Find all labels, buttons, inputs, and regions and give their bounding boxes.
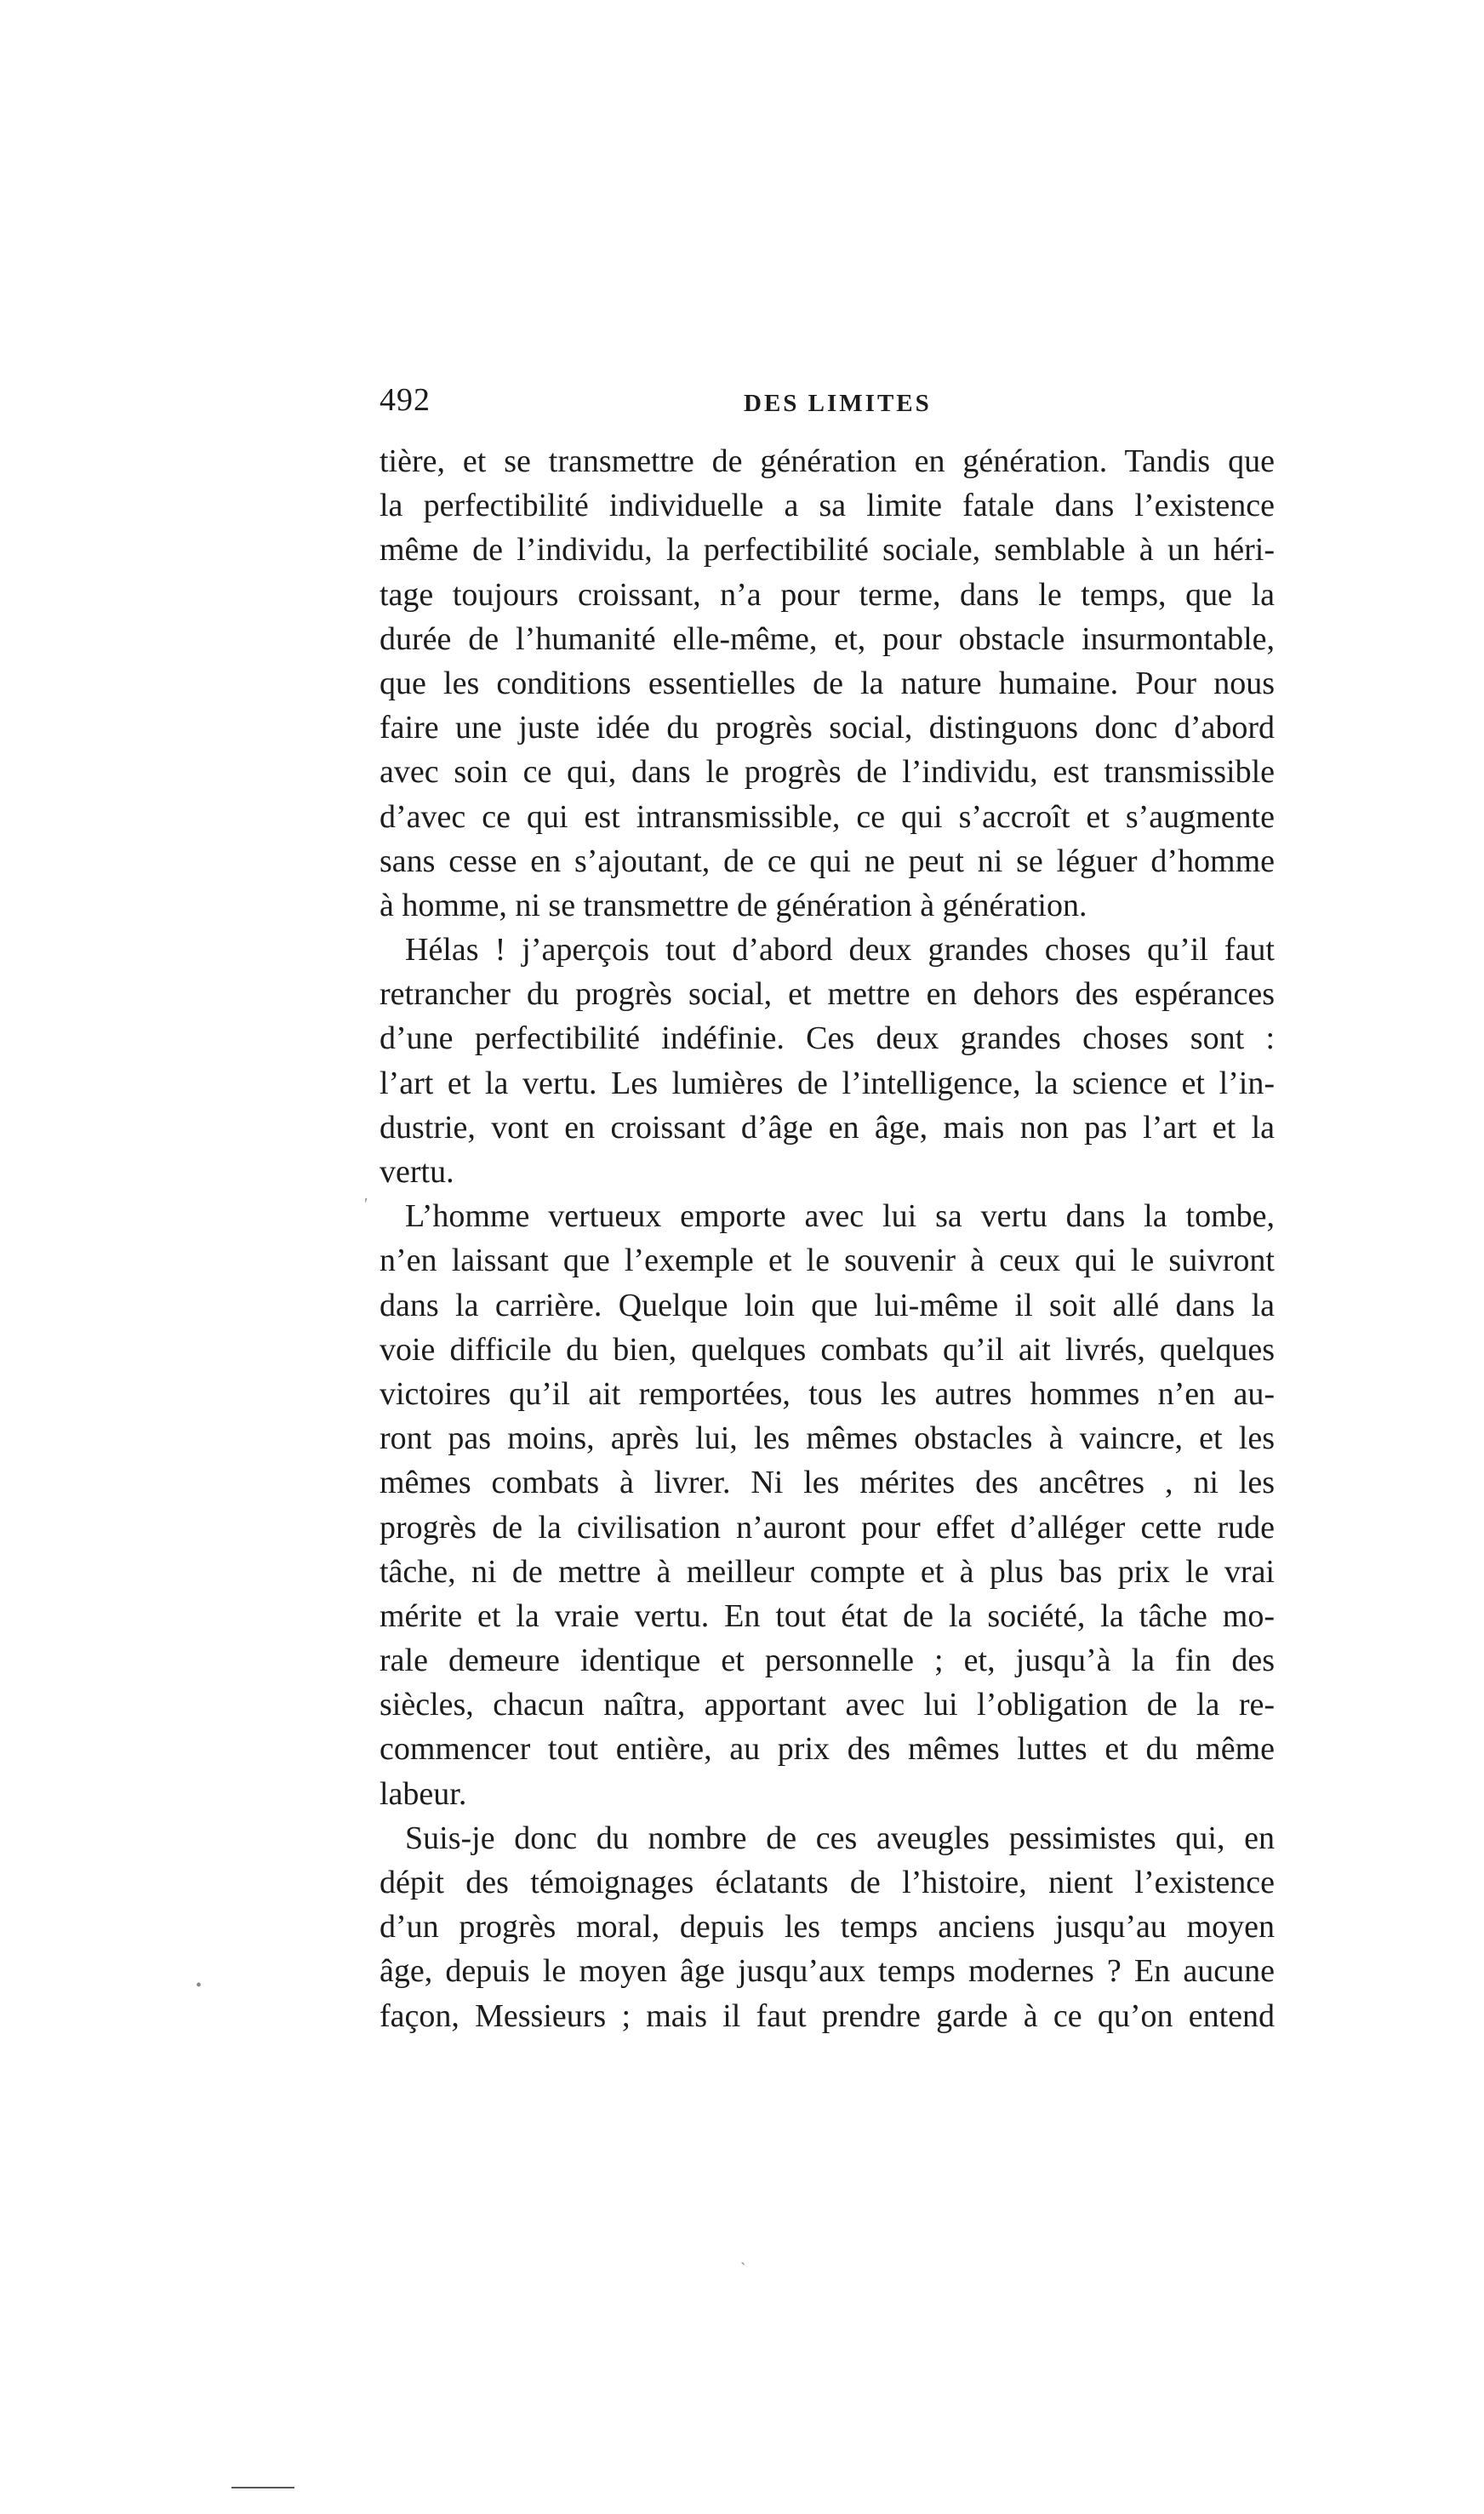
paragraph: [380, 439, 1275, 928]
stray-ink-mark: •: [196, 1976, 203, 1995]
footer-rule: [231, 2487, 294, 2488]
stray-ink-mark: ′: [364, 1195, 368, 1214]
stray-ink-mark: ˎ: [740, 2247, 746, 2265]
text-line: façon, Messieurs ; mais il faut prendre garde à ce qu’on entend: [380, 1997, 1275, 2034]
text-line: commencer tout entière, au prix des mêmes luttes et du même: [380, 1731, 1275, 1768]
text-line: retrancher du progrès social, et mettre en dehors des espérances: [380, 976, 1275, 1013]
text-line: faire une juste idée du progrès social, distinguons donc d’abord: [380, 710, 1275, 746]
page-header: [380, 381, 1275, 424]
text-line: progrès de la civilisation n’auront pour effet d’alléger cette rude: [380, 1509, 1275, 1546]
text-line: d’un progrès moral, depuis les temps anciens jusqu’au moyen: [380, 1909, 1275, 1945]
page-number: 492: [380, 382, 431, 418]
body-text: [380, 439, 1275, 2038]
text-line: victoires qu’il ait remportées, tous les autres hommes n’en au-: [380, 1375, 1275, 1412]
paragraph: [380, 1194, 1275, 1816]
text-line: vertu.: [380, 1154, 454, 1190]
text-line: voie difficile du bien, quelques combats qu’il ait livrés, quelques: [380, 1331, 1275, 1368]
text-line: tâche, ni de mettre à meilleur compte et à plus bas prix le vrai: [380, 1553, 1275, 1590]
text-line: dustrie, vont en croissant d’âge en âge, mais non pas l’art et la: [380, 1109, 1275, 1146]
text-line: mérite et la vraie vertu. En tout état de la société, la tâche mo-: [380, 1597, 1275, 1634]
text-line: à homme, ni se transmettre de génération à génération.: [380, 887, 1087, 923]
text-line: d’avec ce qui est intransmissible, ce qui s’accroît et s’augmente: [380, 798, 1275, 835]
text-line: durée de l’humanité elle-même, et, pour obstacle insurmontable,: [380, 620, 1275, 657]
text-line: dans la carrière. Quelque loin que lui-même il soit allé dans la: [380, 1287, 1275, 1323]
text-line: que les conditions essentielles de la nature humaine. Pour nous: [380, 665, 1275, 701]
text-line: labeur.: [380, 1775, 467, 1812]
text-line: ront pas moins, après lui, les mêmes obstacles à vaincre, et les: [380, 1420, 1275, 1457]
text-line: Hélas ! j’aperçois tout d’abord deux grandes choses qu’il faut: [405, 932, 1275, 968]
text-line: l’art et la vertu. Les lumières de l’intelligence, la science et l’in-: [380, 1065, 1275, 1101]
paragraph: [380, 1816, 1275, 2038]
text-line: n’en laissant que l’exemple et le souvenir à ceux qui le suivront: [380, 1243, 1275, 1279]
text-line: L’homme vertueux emporte avec lui sa vertu dans la tombe,: [405, 1198, 1275, 1235]
text-line: dépit des témoignages éclatants de l’histoire, nient l’existence: [380, 1865, 1275, 1900]
text-line: même de l’individu, la perfectibilité sociale, semblable à un héri-: [380, 532, 1275, 569]
text-line: siècles, chacun naîtra, apportant avec lui l’obligation de la re-: [380, 1687, 1275, 1723]
text-line: tière, et se transmettre de génération en génération. Tandis que: [380, 443, 1275, 479]
text-line: sans cesse en s’ajoutant, de ce qui ne peut ni se léguer d’homme: [380, 843, 1275, 879]
text-line: Suis-je donc du nombre de ces aveugles pessimistes qui, en: [405, 1820, 1275, 1856]
text-line: la perfectibilité individuelle a sa limite fatale dans l’existence: [380, 488, 1275, 524]
text-line: âge, depuis le moyen âge jusqu’aux temps modernes ? En aucune: [380, 1953, 1275, 1990]
text-line: d’une perfectibilité indéfinie. Ces deux grandes choses sont :: [380, 1020, 1275, 1057]
paragraph: [380, 928, 1275, 1194]
text-line: tage toujours croissant, n’a pour terme, dans le temps, que la: [380, 576, 1275, 613]
text-line: mêmes combats à livrer. Ni les mérites des ancêtres , ni les: [380, 1465, 1275, 1501]
text-line: rale demeure identique et personnelle ; et, jusqu’à la fin des: [380, 1643, 1275, 1679]
running-head: DES LIMITES: [744, 390, 932, 417]
text-line: avec soin ce qui, dans le progrès de l’individu, est transmissible: [380, 754, 1275, 791]
